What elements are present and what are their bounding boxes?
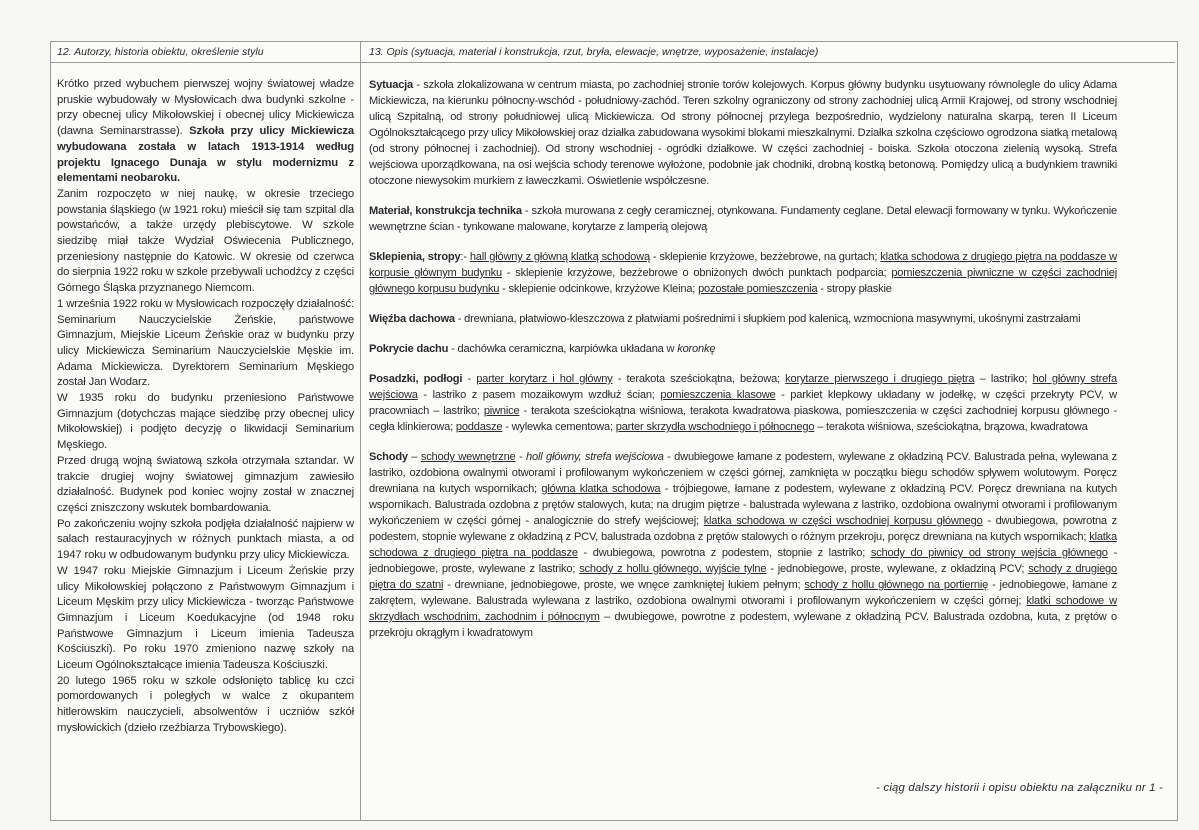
history-column [57,42,354,737]
description-column [369,42,1117,655]
description-text [369,77,1117,641]
continuation-note: - ciąg dalszy historii i opisu obiektu na załączniku nr 1 - [876,782,1163,794]
description-header: 13. Opis (sytuacja, materiał i konstrukcja, rzut, bryła, elewacje, wnętrze, wyposażenie, instalacje) [360,42,1175,63]
section-sytuacja: Sytuacja - szkoła zlokalizowana w centrum miasta, po zachodniej stronie torów kolejowych. Korpus główny budynku usytuowany równolegle do ulicy Adama Mickiewicza, na kierunku północny-wschód - południowy-zachód. Teren szkolny ograniczony od strony zachodniej ulicą Armii Krajowej, od strony wschodniej ulicą Szpitalną, od strony południowej ulicą Mickiewicza. Od strony północnej przylega bezpośrednio, wydzielony naturalna skarpą, teren II Liceum Ogólnokształcącego przy ulicy Mikołowskiej oraz działka zabudowana wysokimi blokami mieszkalnymi. Działka szkolna częściowo ogrodzona siatką metalową (od strony północnej i zachodniej). Od strony wschodniej - ogródki działkowe. W części zachodniej - boiska. Szkoła otoczona zielenią wysoką. Strefa wejściowa uporządkowana, na osi wejścia schody terenowe wyłożone, podobnie jak chodniki, drobną kostką betonową. Pomiędzy ulicą a budynkiem trawniki otoczone niewysokim murkiem z ławeczkami. Oświetlenie współczesne. [369,79,1117,187]
history-paragraph: Po zakończeniu wojny szkoła podjęła działalność najpierw w salach restauracyjnych w różnych punktach miasta, a od 1947 roku w odbudowanym budynku przy ulicy Mickiewicza. [57,517,354,562]
history-paragraph: W 1935 roku do budynku przeniesiono Państwowe Gimnazjum (dotychczas mające siedzibę przy obecnej ulicy Mikołowskiej) i podjęto decyzję o likwidacji Seminarium Męskiego. [57,392,354,452]
history-header: 12. Autorzy, historia obiektu, określenie stylu [51,42,360,63]
section-posadzki: Posadzki, podłogi - parter korytarz i hol główny - terakota sześciokątna, beżowa; korytarze pierwszego i drugiego piętra – lastriko; hol główny strefa wejściowa - lastriko z pasem mozaikowym wzdłuż ścian; pomieszczenia klasowe - parkiet klepkowy układany w jodełkę, w części przekryty PCV, w pracowniach – lastriko; piwnice - terakota sześciokątna wiśniowa, terakota kwadratowa piaskowa, pomieszczenia w części zachodniej korpusu głównego - cegła klinkierowa; poddasze - wylewka cementowa; parter skrzydła wschodniego i północnego – terakota wiśniowa, sześciokątna, brązowa, kwadratowa [369,373,1117,433]
record-sheet [50,41,1178,821]
history-paragraph: W 1947 roku Miejskie Gimnazjum i Liceum Żeńskie przy ulicy Mikołowskiej połączono z Państwowym Gimnazjum i Liceum Męskim przy ulicy Mickiewicza - tworząc Państwowe Gimnazjum i Liceum Koedukacyjne (od 1948 roku Państwowe Gimnazjum i Liceum imienia Tadeusza Kościuszki). Po roku 1970 zmieniono nazwę szkoły na Liceum Ogólnokształcące imienia Tadeusza Kościuszki. [57,564,354,672]
section-wiezba: Więźba dachowa - drewniana, płatwiowo-kleszczowa z płatwiami pośrednimi i słupkiem pod kalenicą, wzmocniona masywnymi, ukośnymi zastrzałami [369,313,1081,325]
history-paragraph: 20 lutego 1965 roku w szkole odsłonięto tablicę ku czci pomordowanych i poległych w walce z okupantem hitlerowskim nauczycieli, absolwentów i uczniów szkół mysłowickich (dzieło rzeźbiarza Trybowskiego). [57,674,354,734]
section-pokrycie: Pokrycie dachu - dachówka ceramiczna, karpiówka układana w koronkę [369,343,716,355]
history-paragraph: Przed drugą wojną światową szkoła otrzymała sztandar. W trakcie drugiej wojny światowej gimnazjum zawiesiło działalność. Budynek pod koniec wojny został w znacznej części zniszczony wskutek bombardowania. [57,454,354,514]
history-paragraph: 1 września 1922 roku w Mysłowicach rozpoczęły działalność: Seminarium Nauczycielskie Żeńskie, państwowe Gimnazjum, Miejskie Liceum Żeńskie oraz w budynku przy ulicy Mickiewicza Seminarium Nauczycielskie Męskie im. Adama Mickiewicza. Dyrektorem Seminarium Męskiego został Jan Wodarz. [57,297,354,389]
column-divider [360,42,361,820]
history-paragraph: Krótko przed wybuchem pierwszej wojny światowej władze pruskie wybudowały w Mysłowicach dwa budynki szkolne - przy obecnej ulicy Mikołowskiej i obecnej ulicy Mickiewicza (dawna Seminarstrasse). Szkoła przy ulicy Mickiewicza wybudowana została w latach 1913-1914 według projektu Ignacego Dunaja w stylu modernizmu z elementami neobaroku. [57,78,354,185]
history-paragraph: Zanim rozpoczęto w niej naukę, w okresie trzeciego powstania śląskiego (w 1921 roku) mieścił się tam szpital dla powstańców, a także urzędy plebiscytowe. W szkole siedzibę miał także Wydział Oświecenia Publicznego, przeniesiony następnie do Katowic. W okresie od czerwca do sierpnia 1922 roku w szkole przebywali uchodźcy z części Górnego Śląska przyznanego Niemcom. [57,187,354,295]
section-material: Materiał, konstrukcja technika - szkoła murowana z cegły ceramicznej, otynkowana. Fundamenty ceglane. Detal elewacji formowany w tynku. Wykończenie wewnętrzne ścian - tynkowane malowane, korytarze z lamperią olejową [369,205,1117,233]
history-text [57,77,354,737]
section-sklepienia: Sklepienia, stropy:- hall główny z główną klatką schodową - sklepienie krzyżowe, bezżebrowe, na gurtach; klatka schodowa z drugiego piętra na poddasze w korpusie głównym budynku - sklepienie krzyżowe, bezżebrowe o obniżonych dwóch punktach podparcia; pomieszczenia piwniczne w części zachodniej głównego korpusu budynku - sklepienie odcinkowe, krzyżowe Kleina; pozostałe pomieszczenia - stropy płaskie [369,251,1117,295]
section-schody: Schody – schody wewnętrzne - holl główny, strefa wejściowa - dwubiegowe łamane z podestem, wylewane z okładziną PCV. Balustrada pełna, wylewana z lastriko, ozdobiona owalnymi otworami i profilowanym wykończeniem w części górnej, zamknięta w początku biegu schodów spływem wolutowym. Poręcz drewniana na kutych wspornikach; główna klatka schodowa - trójbiegowe, łamane z podestem, wylewane z okładziną PCV. Poręcz drewniana na kutych wspornikach. Balustrada ozdobna z prętów stalowych, kuta; na drugim piętrze - balustrada wylewana z lastriko, ozdobiona owalnymi otworami i profilowanym wykończeniem w części górnej - analogicznie do strefy wejściowej; klatka schodowa w części wschodniej korpusu głównego - dwubiegowa, powrotna z podestem, stopnie wylewane z okładziną z PCV, balustrada ozdobna z prętów stalowych o różnym przekroju, poręcz drewniana na kutych wspornikach; klatka schodowa z drugiego piętra na poddasze - dwubiegowa, powrotna z podestem, stopnie z lastriko; schody do piwnicy od strony wejścia głównego - jednobiegowe, proste, wylewane z lastriko; schody z hollu głównego, wyjście tylne - jednobiegowe, proste, wylewane, z okładziną PCV; schody z drugiego piętra do szatni - drewniane, jednobiegowe, proste, we wnęce zamkniętej łukiem pełnym; schody z hollu głównego na portiernię - jednobiegowe, łamane z zakrętem, wylewane. Balustrada wylewana z lastriko, ozdobiona owalnymi otworami i profilowanym wykończeniem w części górnej; klatki schodowe w skrzydłach wschodnim, zachodnim i północnym – dwubiegowe, powrotne z podestem, wylewane z okładziną PCV. Balustrada ozdobna, kuta, z prętów o przekroju okrągłym i kwadratowym [369,451,1118,639]
